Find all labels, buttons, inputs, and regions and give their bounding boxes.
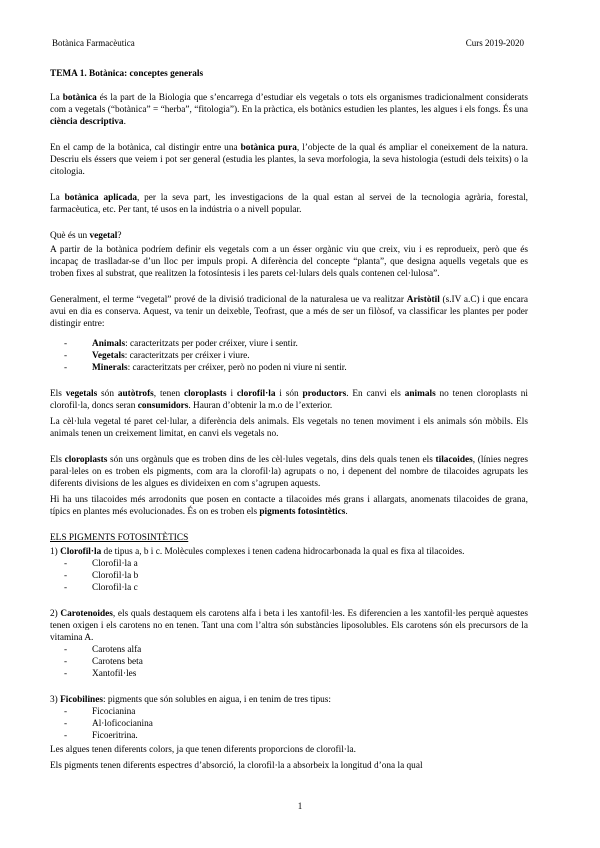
ficobilines-list <box>50 706 528 742</box>
list-item: - Xantofil·les <box>50 668 528 680</box>
question-heading: Què és un vegetal? <box>50 231 122 241</box>
paragraph-botanica-aplicada: La botànica aplicada, per la seva part, les investigacions de la qual estan al servei de la tecnologia agrària, forestal, farmacèutica, etc. Per tant, té usos en la indústria o a nivell popular. <box>50 193 529 215</box>
section-heading: ELS PIGMENTS FOTOSINTÈTICS <box>50 533 189 543</box>
document-body <box>50 68 528 772</box>
list-item: - Clorofil·la c <box>50 582 528 594</box>
paragraph-spectra: Els pigments tenen diferents espectres d’absorció, la clorofil·la a absorbeix la longitud d’ona la qual <box>50 761 423 771</box>
list-item: - Ficoeritrina. <box>50 730 528 742</box>
page-number: 1 <box>297 801 303 811</box>
paragraph-cloroplasts: Els cloroplasts són uns orgànuls que es troben dins de les cèl·lules vegetals, dins dels quals tenen els tilacoides, (línies negres paral·leles on es troben els pigments, com ara la clorofil·la) agrupats o no, i depenent del nombre de tilacoides agrupats les diferents divisions de les algues es divideixen en com s’agrupen aquests. <box>50 455 528 489</box>
pigment-carotenoides: 2) Carotenoides, els quals destaquem els carotens alfa i beta i les xantofil·les. Es diferencien a les xantofil·les perquè aquestes tenen oxigen i els carotens no en tenen. Tant una com l’altra són substàncies liposolubles. Els carotens són els precursors de la vitamina A. <box>50 609 528 643</box>
paragraph-vegetals: Els vegetals són autòtrofs, tenen cloroplasts i clorofil·la i són productors. En canvi els animals no tenen cloroplasts ni clorofil·la, doncs seran consumidors. Hauran d’obtenir la m.o de l’exterior. <box>50 389 528 411</box>
list-item: - Al·loficocianina <box>50 718 528 730</box>
paragraph-algae-colors: Les algues tenen diferents colors, ja que tenen diferents proporcions de clorofil·la. <box>50 745 356 755</box>
carotenoides-list <box>50 644 528 680</box>
paragraph-cell-wall: La cèl·lula vegetal té paret cel·lular, a diferència dels animals. Els vegetals no tenen moviment i els animals són mòbils. Els animals tenen un creixement limitat, en canvi els vegetals no. <box>50 417 528 439</box>
list-item: - Ficocianina <box>50 706 528 718</box>
paragraph-definition: A partir de la botànica podríem definir els vegetals com a un ésser orgànic viu que creix, viu i es reprodueix, però que és incapaç de traslladar-se d’un lloc per impuls propi. A diferència del concepte “planta”, que designa aquells vegetals que es troben fixes al substrat, que realitzen la fotosíntesis i les parets cel·lulars dels quals contenen cel·lulosa”. <box>50 245 528 279</box>
list-item: - Clorofil·la b <box>50 570 528 582</box>
paragraph-aristotil: Generalment, el terme “vegetal” prové de la divisió tradicional de la naturalesa ue va realitzar Aristòtil (s.IV a.C) i que encara avui en dia es conserva. Aquest, va tenir un deixeble, Teofrast, que a més de ser un filòsof, va classificar les plantes per poder distingir entre: <box>50 295 528 329</box>
list-item: - Minerals: caracteritzats per créixer, però no poden ni viure ni sentir. <box>50 362 528 374</box>
list-item: - Clorofil·la a <box>50 558 528 570</box>
list-item: - Carotens alfa <box>50 644 528 656</box>
header-left: Botànica Farmacèutica <box>52 38 135 48</box>
paragraph-botanica-pura: En el camp de la botànica, cal distingir entre una botànica pura, l’objecte de la qual és ampliar el coneixement de la natura. Descriu els éssers que veiem i pot ser general (estudia les plantes, la seva morfologia, la seva histologia (estudi dels teixits) o la citologia. <box>50 143 528 177</box>
paragraph-botanica: La botànica és la part de la Biologia que s’encarrega d’estudiar els vegetals o tots els organismes tradicionalment considerats com a vegetals (“botànica” = “herba”, “fitologia”). En la pràctica, els botànics estudien les plantes, les algues i els fongs. És una ciència descriptiva. <box>50 93 528 127</box>
list-item: - Animals: caracteritzats per poder créixer, viure i sentir. <box>50 338 528 350</box>
document-title: TEMA 1. Botànica: conceptes generals <box>50 69 204 79</box>
kingdom-list <box>50 338 528 374</box>
header-right: Curs 2019-2020 <box>465 38 524 48</box>
pigment-ficobilines: 3) Ficobilines: pigments que són solubles en aigua, i en tenim de tres tipus: <box>50 695 331 705</box>
pigment-clorofilla: 1) Clorofil·la de tipus a, b i c. Molècules complexes i tenen cadena hidrocarbonada la qual es fixa al tilacoides. <box>50 547 465 557</box>
paragraph-tilacoides: Hi ha uns tilacoides més arrodonits que posen en contacte a tilacoides més grans i allargats, anomenats tilacoides de grana, típics en plantes més evolucionades. És on es troben els pigments fotosintètics. <box>50 495 528 517</box>
clorofilla-list <box>50 558 528 594</box>
list-item: - Carotens beta <box>50 656 528 668</box>
list-item: - Vegetals: caracteritzats per créixer i viure. <box>50 350 528 362</box>
